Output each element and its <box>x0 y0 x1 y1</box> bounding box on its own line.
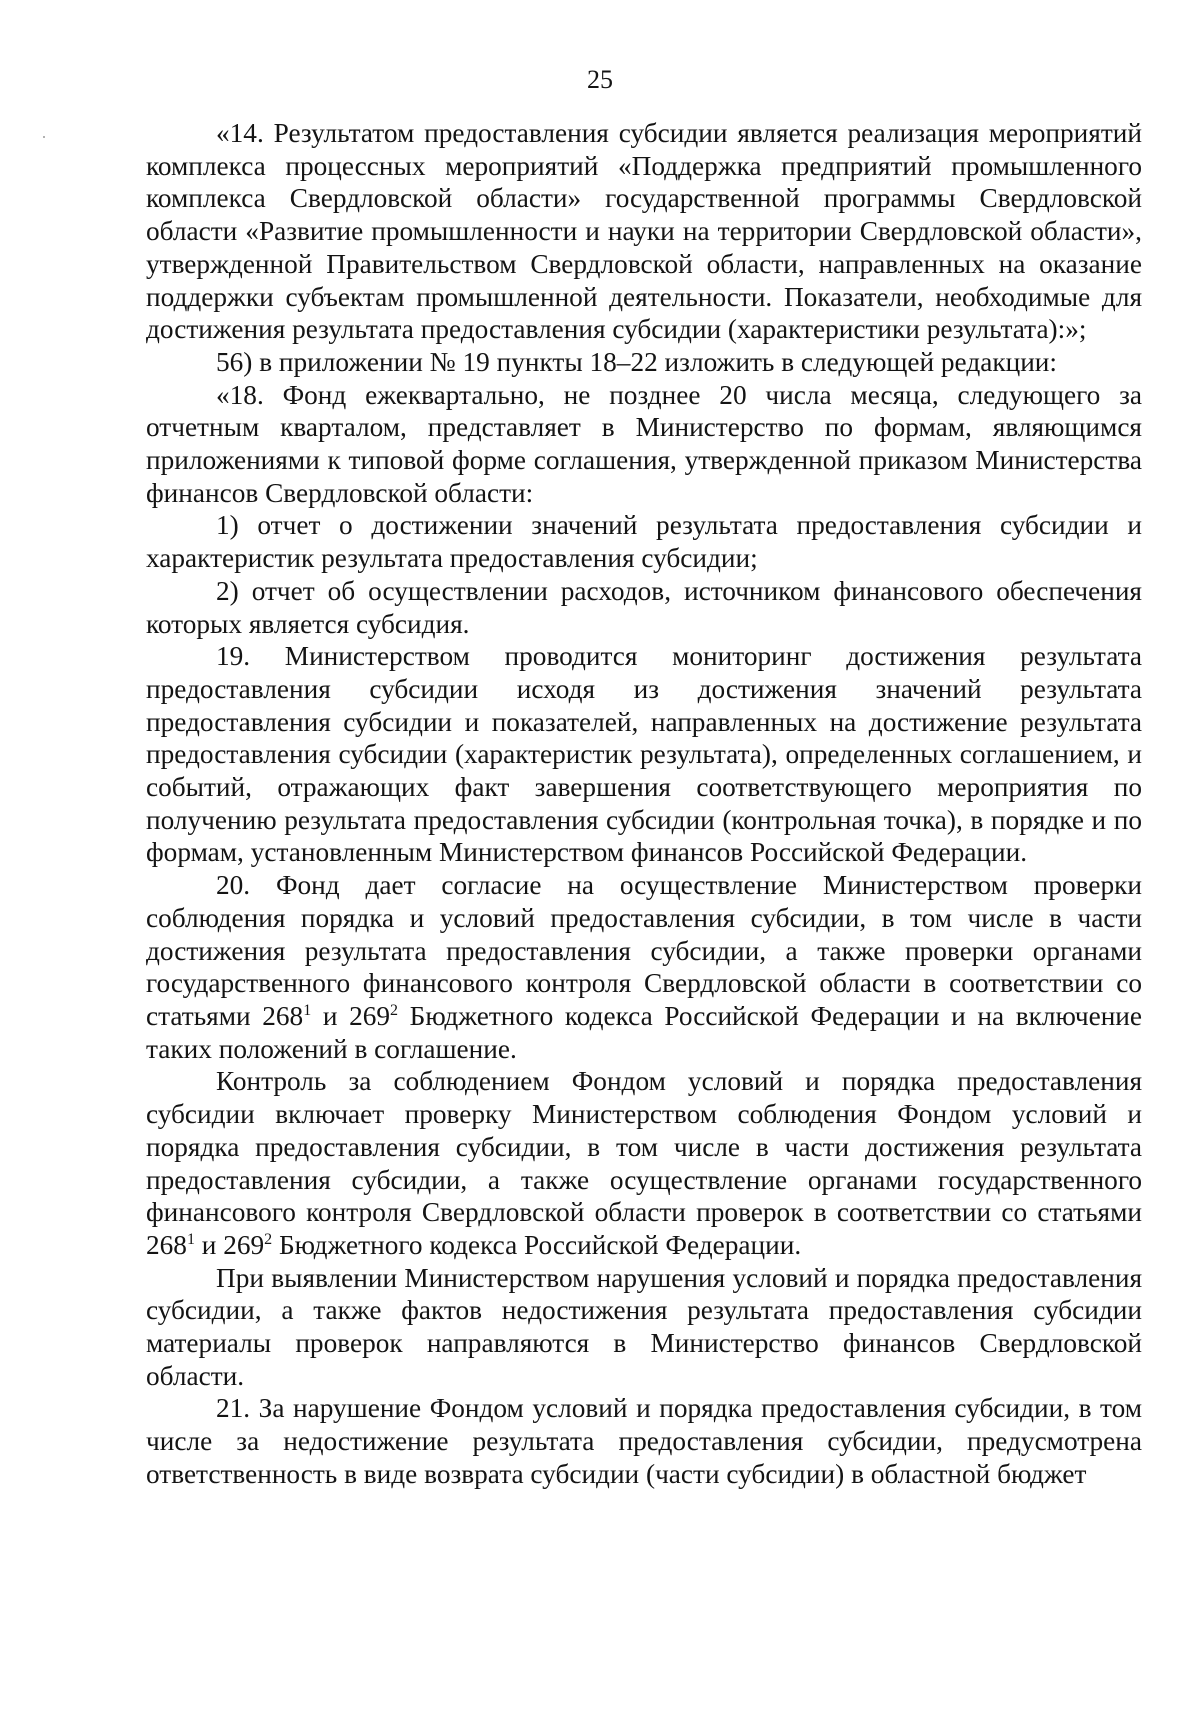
superscript: 1 <box>186 1230 195 1248</box>
paragraph-subitem-1: 1) отчет о достижении значений результата предоставления субсидии и характеристик результата предоставления субсидии; <box>146 510 1142 574</box>
paragraph-amendment-56: 56) в приложении № 19 пункты 18–22 изложить в следующей редакции: <box>216 346 1057 377</box>
paragraph-item-20 <box>146 869 1142 1065</box>
paragraph-text: и 269 <box>311 1000 391 1031</box>
paragraph-item-14: «14. Результатом предоставления субсидии является реализация мероприятий комплекса процессных мероприятий «Поддержка предприятий промышленного комплекса Свердловской области» государственной программы Свердловской области «Развитие промышленности и науки на территории Свердловской области», утвержденной Правительством Свердловской области, направленных на оказание поддержки субъектам промышленной деятельности. Показатели, необходимые для достижения результата предоставления субсидии (характеристики результата):»; <box>146 118 1142 345</box>
scan-speck <box>43 136 45 138</box>
superscript: 1 <box>303 1001 312 1019</box>
paragraph-text: Контроль за соблюдением Фондом условий и порядка предоставления субсидии включает проверку Министерством соблюдения Фондом условий и порядка предоставления субсидии, в том числе в части достижения результата предоставления субсидии, а также осуществление органами государственного финансового контроля Свердловской области проверок в соответствии со статьями 268 <box>146 1066 1142 1260</box>
paragraph-control <box>146 1065 1142 1261</box>
document-body <box>146 117 1142 1491</box>
superscript: 2 <box>264 1230 273 1248</box>
paragraph-text: 20. Фонд дает согласие на осуществление Министерством проверки соблюдения порядка и условий предоставления субсидии, в том числе в части достижения результата предоставления субсидии, а также проверки органами государственного финансового контроля Свердловской области в соответствии со статьями 268 <box>146 870 1142 1031</box>
paragraph-text: Бюджетного кодекса Российской Федерации. <box>272 1229 802 1260</box>
paragraph-item-19: 19. Министерством проводится мониторинг достижения результата предоставления субсидии исходя из достижения значений результата предоставления субсидии и показателей, направленных на достижение результата предоставления субсидии (характеристик результата), определенных соглашением, и событий, отражающих факт завершения соответствующего мероприятия по получению результата предоставления субсидии (контрольная точка), в порядке и по формам, установленным Министерством финансов Российской Федерации. <box>146 641 1142 868</box>
paragraph-item-21: 21. За нарушение Фондом условий и порядка предоставления субсидии, в том числе за недостижение результата предоставления субсидии, предусмотрена ответственность в виде возврата субсидии (части субсидии) в областной бюджет <box>146 1393 1142 1489</box>
paragraph-violations: При выявлении Министерством нарушения условий и порядка предоставления субсидии, а также фактов недостижения результата предоставления субсидии материалы проверок направляются в Министерство финансов Свердловской области. <box>146 1262 1142 1391</box>
superscript: 2 <box>390 1001 399 1019</box>
paragraph-text: и 269 <box>194 1229 265 1260</box>
paragraph-text: Бюджетного кодекса Российской Федерации и на включение таких положений в соглашение. <box>146 1000 1143 1064</box>
paragraph-item-18: «18. Фонд ежеквартально, не позднее 20 числа месяца, следующего за отчетным кварталом, представляет в Министерство по формам, являющимся приложениями к типовой форме соглашения, утвержденной приказом Министерства финансов Свердловской области: <box>146 379 1142 508</box>
paragraph-subitem-2: 2) отчет об осуществлении расходов, источником финансового обеспечения которых является субсидия. <box>146 575 1142 639</box>
page-number: 25 <box>587 65 613 94</box>
